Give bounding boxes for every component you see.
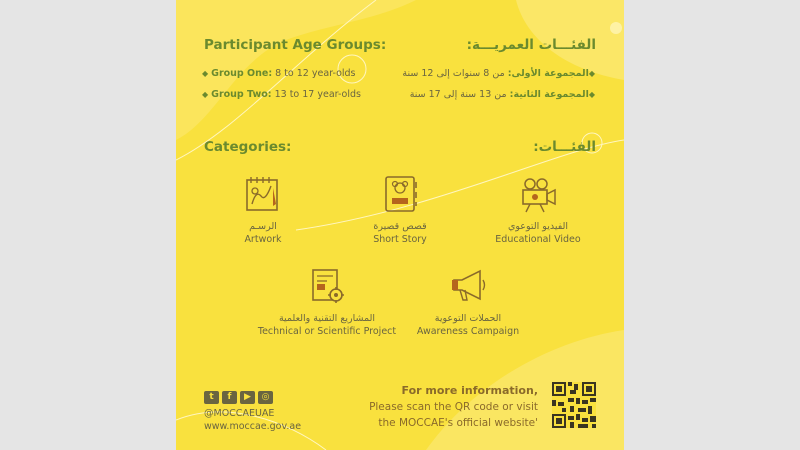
- categories-title-en: Categories:: [204, 139, 292, 155]
- youtube-icon[interactable]: ▶: [240, 391, 255, 404]
- category-educational-video-ar: الفيديو التوعوي: [507, 221, 569, 232]
- group-one-ar: [402, 68, 598, 79]
- bullet-icon: ◆: [202, 90, 209, 99]
- instagram-icon[interactable]: ◎: [258, 391, 273, 404]
- categories-title-ar: الفئـــات:: [533, 139, 596, 155]
- bullet-icon: ◆: [202, 69, 209, 78]
- technical-project-icon: [307, 266, 347, 306]
- video-camera-icon: [518, 174, 558, 214]
- bullet-icon: ◆: [588, 90, 595, 99]
- info-line-1: For more information,: [401, 384, 538, 397]
- group-one-label-en: Group One:: [211, 68, 273, 79]
- short-story-icon: [380, 174, 420, 214]
- category-awareness-campaign-en: Awareness Campaign: [416, 326, 520, 337]
- group-two-label-en: Group Two:: [211, 89, 272, 100]
- category-technical-project-en: Technical or Scientific Project: [257, 326, 397, 337]
- info-line-3: the MOCCAE's official website': [378, 417, 538, 429]
- group-two-text-en: 13 to 17 year-olds: [271, 89, 361, 100]
- category-technical-project-ar: المشاريع التقنية والعلمية: [278, 313, 376, 324]
- social-icons: [204, 391, 273, 404]
- bullet-icon: ◆: [588, 69, 595, 78]
- age-groups-title-en: Participant Age Groups:: [204, 37, 387, 53]
- category-educational-video-en: Educational Video: [495, 234, 581, 245]
- social-handle[interactable]: @MOCCAEUAE: [204, 408, 275, 419]
- group-two-label-ar: المجموعة الثانية:: [509, 89, 589, 100]
- group-two-text-ar: من 13 سنة إلى 17 سنة: [409, 89, 510, 100]
- age-groups-title-ar: الفئـــات العمريـــة:: [466, 37, 596, 53]
- group-one-text-en: 8 to 12 year-olds: [272, 68, 356, 79]
- artwork-icon: [243, 174, 283, 214]
- poster: [176, 0, 624, 450]
- category-short-story-en: Short Story: [373, 234, 427, 245]
- group-one-label-ar: المجموعة الأولى:: [507, 68, 589, 79]
- category-educational-video: [463, 174, 613, 246]
- group-one-en: [202, 68, 356, 79]
- group-two-ar: [410, 89, 598, 100]
- qr-code-icon[interactable]: [552, 382, 596, 428]
- category-artwork-ar: الرسـم: [249, 221, 277, 232]
- category-technical-project: [252, 266, 402, 338]
- info-line-2: Please scan the QR code or visit: [369, 401, 538, 413]
- category-awareness-campaign-ar: الحملات التوعوية: [434, 313, 502, 324]
- category-short-story: [325, 174, 475, 246]
- category-artwork-en: Artwork: [244, 234, 282, 245]
- category-artwork: [188, 174, 338, 246]
- website-link[interactable]: www.moccae.gov.ae: [204, 421, 302, 432]
- category-awareness-campaign: [393, 266, 543, 338]
- group-one-text-ar: من 8 سنوات إلى 12 سنة: [402, 68, 508, 79]
- category-short-story-ar: قصص قصيرة: [373, 221, 427, 232]
- facebook-icon[interactable]: f: [222, 391, 237, 404]
- megaphone-icon: [448, 266, 488, 306]
- group-two-en: [202, 89, 361, 100]
- twitter-icon[interactable]: t: [204, 391, 219, 404]
